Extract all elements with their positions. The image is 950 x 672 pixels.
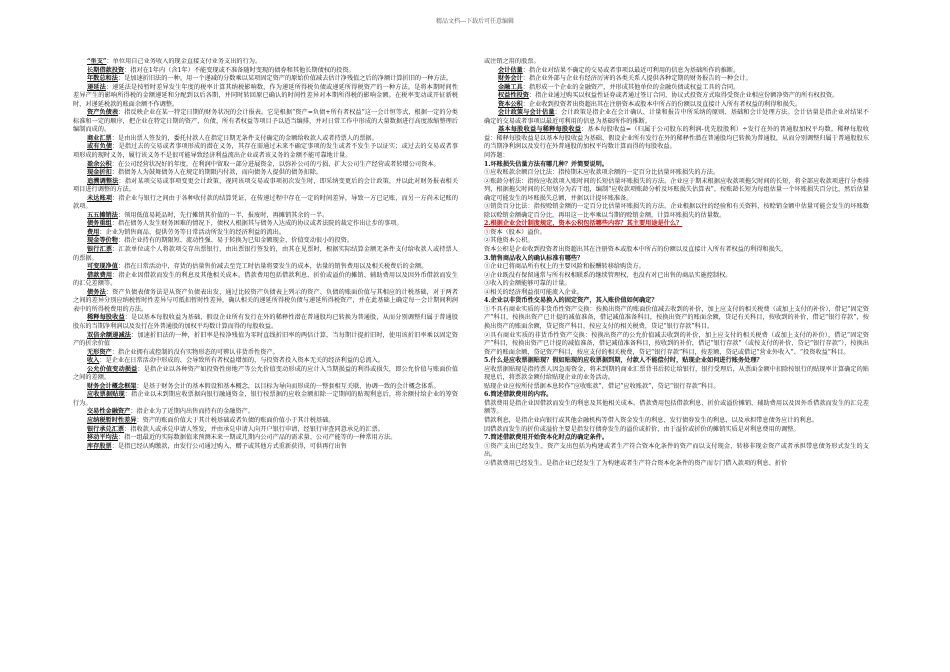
- definition-text: ：是基于财务会计的基本假设和基本概念，以目标为导向而形成的一整套相互关联、协调一致的会计概念体系。: [136, 382, 440, 390]
- question-heading: 4.企业以非货币性交易换入的固定资产，其入账价值如何确定？: [484, 297, 658, 305]
- definition-text: ：企业收到投资者出资超出其在注册资本或股本中所占的份额以及直接计入所有者权益的利得和损失。: [522, 100, 802, 108]
- definition-paragraph: [73, 67, 458, 76]
- definition-term: 双倍余额递减法: [87, 331, 132, 339]
- answer-paragraph: ①资本（股本）溢价。: [484, 228, 546, 236]
- definition-text: ：指企业对结果不确定的交易或者事项以最近可利用的信息为基础所作的推断。: [522, 66, 740, 74]
- definition-term: 资产负债表: [87, 109, 119, 117]
- answer-paragraph: ①资产支出已经发生，资产支出包括为构建或者生产符合资本化条件的资产而以支付现金、转移非现金资产或者承担带息债务形式发生的支出。: [484, 442, 869, 459]
- answer-paragraph: ②企业既没有保留通常与所有权相联系的继续管理权，也没有对已出售的商品实施控制权。: [484, 271, 732, 279]
- question-heading: 7.简述借款费用开始资本化时点的确定条件。: [484, 434, 609, 442]
- definition-text: ：指企业为了近期内出售而持有的金融资产。: [130, 408, 255, 416]
- definition-text: ：指企业与银行之间由于各种收付款的结算凭证，在传递过程中存在一定的时间差异，导致一方已记账，而另一方尚未记账的款项。: [73, 194, 458, 211]
- definition-text: ：指在债务人发生财务困难的情况下，债权人根据其与债务人达成的协议或者法院的裁定作出让步的事项。: [111, 220, 403, 228]
- definition-text: ：指企业以未到期应收票据向银行融通资金，银行按票据的应收金额扣除一定期间的贴现利息后，将余额付给企业的筹资行为。: [73, 391, 458, 407]
- definition-text: ：领用低值易耗品时，先行摊销其价值的一半，报废时，再摊销其余的一半。: [117, 211, 329, 219]
- answer-paragraph: ②账龄分析法：指按应收款项入账时间的长短估量坏账损失的方法。企业应于期末根据应收款项拖欠时间的长短，将全部应收款项进行分类排列，根据拖欠时间的长短划分为若干组，编制“应收款项账龄分析及坏账损失估算表”，按账龄长短为每组估量一个坏账损失百分比，然后估量确定可能发生的坏账损失总额，并据以计提坏账准备。: [484, 177, 869, 202]
- answer-paragraph: 应收票据贴现是指持票人因急需资金，将未到期的商业汇票背书后转让给银行，银行受理后，从票面金额中扣除按银行的贴现率计算确定的贴现息后，将票款金额付给贴现企业的业务活动。: [484, 365, 869, 382]
- answer-paragraph: ③销货百分比法：指按赊销金额的一定百分比估量坏账损失的方法。企业根据以往的经验和有关资料，按赊销金额中估量可能会发生的坏账数除以赊销金额确定百分比，再用这一比率乘以当期的赊销金额，计算坏账损失的估量数。: [484, 203, 869, 219]
- left-column: [73, 58, 458, 664]
- definition-term: 债务法: [87, 288, 106, 296]
- definition-text: ：指债务人为鼓舞债务人在规定的期限内付款，而向债务人提供的债务扣除。: [111, 169, 323, 177]
- definition-paragraph: [73, 143, 458, 160]
- definition-text: ：指收款人或承兑申请人签发，并由承兑申请人向开户银行申请，经银行审查同意承兑的汇票。: [124, 425, 384, 433]
- right-column: [484, 58, 869, 664]
- definition-term: 费用: [87, 228, 100, 236]
- definition-term: 财务会计概念框架: [87, 382, 137, 390]
- definition-text: ：指在日常活动中，存货的估量售价减去至完工时估量将要发生的成本，估量的销售费用以及相关税费后的金额。: [117, 263, 428, 271]
- definition-term: 长期借款投资: [87, 66, 125, 74]
- definition-term: 财务会计: [498, 75, 523, 83]
- definition-term: 银行承兑汇票: [87, 425, 125, 433]
- definition-term: 资本公积: [498, 100, 523, 108]
- definition-text: ：会计政策是指企业在会计确认、计量和报告中所采纳的原则、基础和会计处理方法。会计估量是指企业对结果不确定的交易或者事项以最近可利用的信息为基础所作的推断。: [484, 109, 869, 125]
- definition-text: ：指企业因借款而发生的利息及其他相关成本。借款费用包括借款利息、折价或溢价的摊销、辅助费用以及因外币借款而发生的汇兑差额等。: [73, 271, 458, 288]
- definition-paragraph: [73, 366, 458, 383]
- definition-term: 稀释每股收益: [87, 314, 125, 322]
- definition-term: 债务重组: [87, 220, 112, 228]
- definition-paragraph: [73, 332, 458, 349]
- definition-text: ：是由出票人签发的，委托付款人在指定日期无条件支付确定的金额给收款人或者持票人的票据。: [111, 134, 378, 142]
- question-heading: 6.简述借款费用的内容。: [484, 391, 553, 399]
- definition-term: 现金等价物: [87, 237, 118, 245]
- definition-paragraph: [73, 357, 458, 366]
- definition-paragraph: [484, 101, 869, 110]
- definition-term: 可变现净值: [87, 263, 118, 271]
- answer-paragraph: 问答题：: [484, 152, 509, 160]
- definition-paragraph: [73, 408, 458, 417]
- definition-paragraph: [73, 195, 458, 212]
- definition-term: 未达账项: [87, 194, 113, 202]
- answer-paragraph: ①应收账款余额百分比法：指按期末应收款项余额的一定百分比估量坏账损失的方法。: [484, 169, 720, 177]
- definition-paragraph: [73, 84, 458, 110]
- definition-text: ：是企业在日常活动中形成的、会导致所有者权益增加的、与投资者投入资本无关的经济利益的总流入。: [99, 357, 384, 365]
- definition-term: 追溯调整法: [87, 177, 119, 185]
- definition-paragraph: [73, 75, 458, 84]
- definition-text: ：汇款单位或个人将款项交存出票银行，由出票银行签发的，由其在见票时，根据实际结算金额无条件支付给收款人或持票人的票据。: [73, 246, 458, 262]
- definition-paragraph: [73, 109, 458, 135]
- definition-text: ：指对在1年内（含1年）不能变现或不准备随时变现的债券和其他长期债权的投资。: [124, 66, 355, 74]
- definition-term: 会计政策与会计估量: [498, 109, 555, 117]
- question-heading-highlight: 2.根据企业会计制度规定，资本公积包括哪些内容？其主要用途是什么？: [484, 220, 683, 228]
- definition-paragraph: [73, 314, 458, 331]
- answer-paragraph: 贴现企业应按所付票据本息转作“应收账款”，借记“应收账款”，贷记“银行存款”科目。: [484, 382, 720, 390]
- definition-paragraph: [484, 67, 869, 76]
- definition-paragraph: [484, 92, 869, 101]
- definition-text: ：在公司经营状况好的年度，在利润中留取一部分进展资金，以弥补公司的亏损、扩大公司生产经营或者转增公司资本。: [111, 160, 440, 168]
- definition-term: 商业汇票: [87, 134, 112, 142]
- definition-term: 银行汇票: [87, 246, 113, 254]
- definition-text: ：资产的账面价值大于其计税基础或者负债的账面价值小于其计税基础。: [136, 416, 335, 424]
- definition-paragraph: [484, 109, 869, 126]
- definition-paragraph: [73, 434, 458, 443]
- definition-paragraph: [73, 426, 458, 435]
- definition-term: 权益性投资: [498, 92, 529, 100]
- definition-text: ：指企业通过购买以权益性证券或者通过签订合同、协议式投资方式取得受资企业相应份额净资产的所有权投资。: [528, 92, 839, 100]
- answer-paragraph: 借款利息，是指企业向银行或其他金融机构等借入资金发生的利息、发行债券发生的利息，以及承担带息债务应计的利息。: [484, 416, 819, 424]
- definition-text: ：单位用自己业务收入的现金直接支付业务支出的行为。: [106, 58, 262, 65]
- definition-paragraph: [73, 246, 458, 263]
- definition-term: 年数总和法: [87, 75, 118, 83]
- definition-paragraph: [73, 237, 458, 246]
- definition-text: ：基本每股收益=（归属于公司股东的利润-优先股股利）÷发行在外的普通股加权平均数。稀释每股收益：稀释每股收益是以基本每股收益为基础，假设企业所有发行在外的稀释性潜在普通股均已转换为普通股，从而分别调整归属于普通股股东的当期净利润以及发行在外普通股的加权平均数计算而得的每股收益。: [484, 126, 869, 151]
- definition-text: ：是指企业以各种资产如投资性房地产等公允价值变动形成的应计入当期损益的利得或损失，即公允价值与账面价值之间的差额。: [73, 365, 458, 382]
- definition-paragraph: [73, 58, 458, 67]
- definition-term: 库存股票: [87, 442, 112, 450]
- continued-text: 或注销之用的股票。: [484, 58, 540, 65]
- question-heading: 5.什么是应收票据贴现？假如贴现的应收票据到期，付款人不能偿付时，贴现企业如何进行账务处理？: [484, 357, 763, 365]
- definition-term: 或有负债: [87, 143, 113, 151]
- definition-term: 借款费用: [87, 271, 113, 279]
- answer-paragraph: ①不具有商业实质的非货币性资产交换：按换出资产的账面价值减去收到的补价，加上应支付的相关税费（或加上支付的补价），借记“固定资产”科目，按换出资产已计提的减值准备，借记减值准备科目，按换出资产的账面余额，贷记有关科目，按收到的补价，借记“银行存款”，按换出资产的账面余额，贷记资产科目，按应支付的相关税费，贷记“银行存款”科目。: [484, 305, 869, 330]
- definition-paragraph: [73, 169, 458, 178]
- question-heading: 1.坏账损失估量方法有哪几种？并简要说明。: [484, 160, 609, 168]
- answer-paragraph: ②借款费用已经发生。是指企业已经发生了为构建或者生产符合资本化条件的资产而专门借入款项的利息、折价: [484, 459, 788, 467]
- definition-term: 交易性金融资产: [87, 408, 131, 416]
- answer-paragraph: ②其他资本公积。: [484, 237, 534, 245]
- definition-text: ：是指已经认购缴款，由发行公司通过购入、赠予或其他方式重新获得，可供再行出售: [111, 442, 347, 450]
- definition-term: 基本每股收益与稀释每股收益: [498, 126, 582, 134]
- definition-text: ：指对某项交易或事项变更会计政策，视同该项交易或事项初次发生时，即采纳变更后的会计政策，并以此对财务报表相关项目进行调整的方法。: [73, 177, 458, 194]
- definition-paragraph: [73, 417, 458, 426]
- definition-term: 公允价值变动损益: [87, 365, 138, 373]
- answer-paragraph: ①企业已将商品所有权上的主要风险和报酬转移给购货方。: [484, 263, 645, 271]
- definition-text: ：指企业拥有或控制的没有实物形态的可辨认非货币性资产。: [111, 348, 279, 356]
- definition-text: ：指一组最近的实际数据值来预测未来一期或几期内公司产品的需求量、公司产能等的一种常用方法。: [117, 434, 397, 442]
- definition-text: ：指反映企业在某一特定日期的财务状况的会计报表。它是根据“资产=负债+所有者权益”这一会计恒等式，根据一定的分类标准和一定的顺序，把企业在特定日期的资产、负债、所有者权益等项目予以适当编排，并对日常工作中形成的大量数据进行高度浓缩整理后编制而成的。: [73, 109, 458, 134]
- definition-text: ：是加速折旧法的一种。用一个递减的分数乘以某项固定资产的原始价值减去估计净残值之后的净额计算折旧的一种方法。: [117, 75, 453, 83]
- definition-term: 收入: [87, 357, 100, 365]
- definition-paragraph: [73, 349, 458, 358]
- definition-paragraph: [73, 178, 458, 195]
- question-heading: 3.销售商品收入的确认标准有哪些？: [484, 254, 584, 262]
- definition-term: 应纳税暂时性差异: [87, 416, 137, 424]
- definition-paragraph: [73, 443, 458, 452]
- definition-paragraph: [484, 126, 869, 152]
- definition-paragraph: [484, 75, 869, 84]
- definition-term: “坐支”: [87, 58, 107, 65]
- definition-text: ：是以基本每股收益为基础，假设企业所有发行在外的稀释性潜在普通股均已转换为普通股，从而分别调整归属于普通股股东的当期净利润以及发行在外普通股的加权平均数计算而得的每股收益。: [73, 314, 458, 330]
- definition-term: 五五摊销法: [87, 211, 118, 219]
- definition-text: ：指企业持有的期限短、流动性强、易于转换为已知金额现金、价值变动很小的投资。: [117, 237, 354, 245]
- definition-text: ：指形成一个企业的金融资产，并形成其他单位的金融负债或权益工具的合同。: [522, 83, 740, 91]
- definition-term: 金融工具: [498, 83, 523, 91]
- definition-text: ：是指过去的交易或者事项形成的潜在义务，其存在需通过未来不确定事项的发生或者不发生予以证实；或过去的交易或者事项形成的现时义务，履行该义务不是很可能导致经济利益流出企业或者该义务的金额不能可靠地计量。: [73, 143, 458, 160]
- definition-paragraph: [73, 220, 458, 229]
- definition-text: ：企业为销售商品、提供劳务等日常活动所发生的经济利益的流出。: [99, 228, 285, 236]
- answer-paragraph: 借款费用是指企业因借款而发生的利息及其他相关成本。借款费用包括借款利息、折价或溢价摊销、辅助费用以及因外币借款而发生的汇兑差额等。: [484, 399, 869, 416]
- definition-term: 盈余公积: [87, 160, 112, 168]
- definition-term: 现金折扣: [87, 169, 112, 177]
- definition-text: ：资产负债表债务法是从资产负债表出发，通过比较资产负债表上列示的资产、负债的账面价值与其相应的计税基础，对于两者之间的差异分别应纳税暂时性差异与可抵扣暂时性差异，确认相关的递延所得税负债与递延所得税资产，并在此基础上确定每一会计期间利润表中的所得税费用的方法。: [73, 288, 458, 313]
- definition-paragraph: [73, 272, 458, 289]
- definition-text: ：加速折旧法的一种，折旧率是按净残值为零时直线折旧率的两倍计算，当每期计提折旧时，使用该折旧率乘以固定资产的折余价值: [73, 331, 458, 348]
- definition-text: ：递延法是按暂时差异发生年度的税率计算其纳税影响数，作为递延所得税负债或递延所得税资产的一种方法。是将本期时间性差异产生的影响所得税的金额递延和分配到以后各期，并同时转回原已确认的时间性差异对本期所得税的影响金额。在税率变动或开征新税时，对递延税款的账面余额不作调整。: [73, 83, 458, 108]
- definition-paragraph: [73, 391, 458, 408]
- answer-paragraph: ③收入的金额能够可靠的计量。: [484, 280, 571, 288]
- definition-term: 会计估量: [498, 66, 523, 74]
- definition-paragraph: [73, 289, 458, 315]
- answer-paragraph: ②具有商业实质的非货币性资产交换：按换出资产的公允价值减去收到的补价，加上应支付的相关税费（或加上支付的补价），借记“固定资产”科目，按换出资产已计提的减值准备，借记减值准备科目，按收到的补价，借记“银行存款”（或按支付的补价，贷记“银行存款”），按换出资产的账面余额，贷记资产科目，按应支付的相关税费，贷记“银行存款”科目，按差额，贷记或借记“营业外收入”、“投资收益”科目。: [484, 331, 869, 356]
- answer-paragraph: ④相关的经济利益很可能流入企业。: [484, 288, 583, 296]
- answer-paragraph: 因借款而发生的折价或溢价主要是指发行债券发生的溢价或折价，由于溢价或折价的摊销实质是对利息费用的调整。: [484, 425, 800, 433]
- definition-term: 递延法: [87, 83, 106, 91]
- definition-paragraph: [73, 263, 458, 272]
- page-header: 精品文档---下载后可任意编辑: [435, 18, 515, 25]
- definition-text: ：指企业外部与企业有经济厉害的各类关系人提供各种定期的财务报告的一种会计。: [522, 75, 752, 83]
- definition-term: 移动平均法: [87, 434, 118, 442]
- definition-term: 无形资产: [87, 348, 112, 356]
- definition-paragraph: [73, 161, 458, 170]
- answer-paragraph: 资本公积是企业收到投资者出资超出其在注册资本或股本中所占的份额以及直接计入所有者权益的利得和损失。: [484, 246, 788, 254]
- definition-term: 应收票据贴现: [87, 391, 125, 399]
- definition-paragraph: [484, 84, 869, 93]
